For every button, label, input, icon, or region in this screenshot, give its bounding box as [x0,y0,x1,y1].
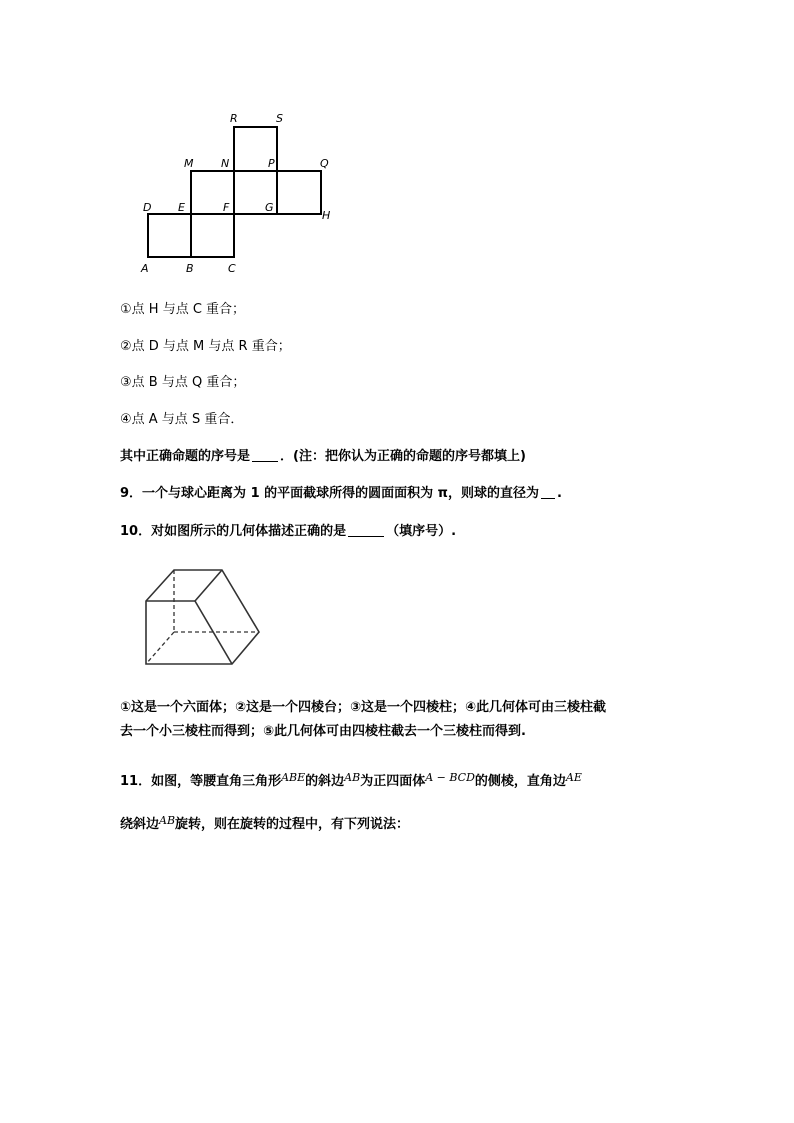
net-square-bottom-1 [148,214,191,257]
q11-text-4: 的侧棱，直角边 [474,774,566,789]
label-Q: Q [320,157,329,170]
label-B: B [186,262,194,275]
q9-text-before: 9．一个与球心距离为 1 的平面截球所得的圆面面积为 π，则球的直径为 [120,486,539,501]
q10-text-after: （填序号）. [386,524,457,539]
net-square-mid-3 [277,171,321,214]
q8-text-after: ．(注：把你认为正确的命题的序号都填上) [280,449,526,464]
q11-text-3: 为正四面体 [360,774,426,789]
question-11-line-2 [120,812,409,834]
q11-math-ab: AB [344,771,361,784]
q8-answer-blank [252,449,278,462]
label-C: C [228,262,236,275]
label-F: F [223,201,230,214]
q10-options-line-1: ①这是一个六面体；②这是一个四棱台；③这是一个四棱柱；④此几何体可由三棱柱截 [120,700,607,715]
q11-math-a-bcd: A − BCD [425,771,475,784]
statement-3: ③点 B 与点 Q 重合； [120,375,246,390]
label-H: H [322,209,331,222]
question-10 [120,523,456,541]
q10-options-line-2: 去一个小三棱柱而得到；⑤此几何体可由四棱柱截去一个三棱柱而得到. [120,724,526,739]
q10-text-before: 10．对如图所示的几何体描述正确的是 [120,524,347,539]
label-G: G [265,201,274,214]
label-S: S [276,112,283,125]
q8-text-before: 其中正确命题的序号是 [120,449,251,464]
question-11-line-1 [120,769,582,791]
question-9 [120,485,562,503]
label-M: M [184,157,194,170]
statement-4: ④点 A 与点 S 重合． [120,412,244,427]
statement-2: ②点 D 与点 M 与点 R 重合； [120,339,291,354]
q9-answer-blank [541,486,555,499]
label-E: E [178,201,185,214]
label-R: R [230,112,238,125]
solid-figure [138,565,268,673]
label-A: A [141,262,149,275]
q11-text-6: 旋转，则在旋转的过程中，有下列说法： [175,817,410,832]
net-square-bottom-2 [191,214,234,257]
q11-text-2: 的斜边 [305,774,345,789]
q11-math-ae: AE [565,771,582,784]
q9-text-after: . [556,486,562,501]
statement-1: ①点 H 与点 C 重合； [120,302,246,317]
q11-math-ab-2: AB [159,814,176,827]
q11-math-abe: ABE [281,771,306,784]
q10-answer-blank [348,524,384,537]
cube-net-figure [130,105,350,285]
q8-answer-line [120,448,526,466]
label-N: N [221,157,230,170]
q11-text-5: 绕斜边 [120,817,160,832]
label-P: P [268,157,275,170]
label-D: D [143,201,152,214]
q11-text-1: 11．如图，等腰直角三角形 [120,774,282,789]
